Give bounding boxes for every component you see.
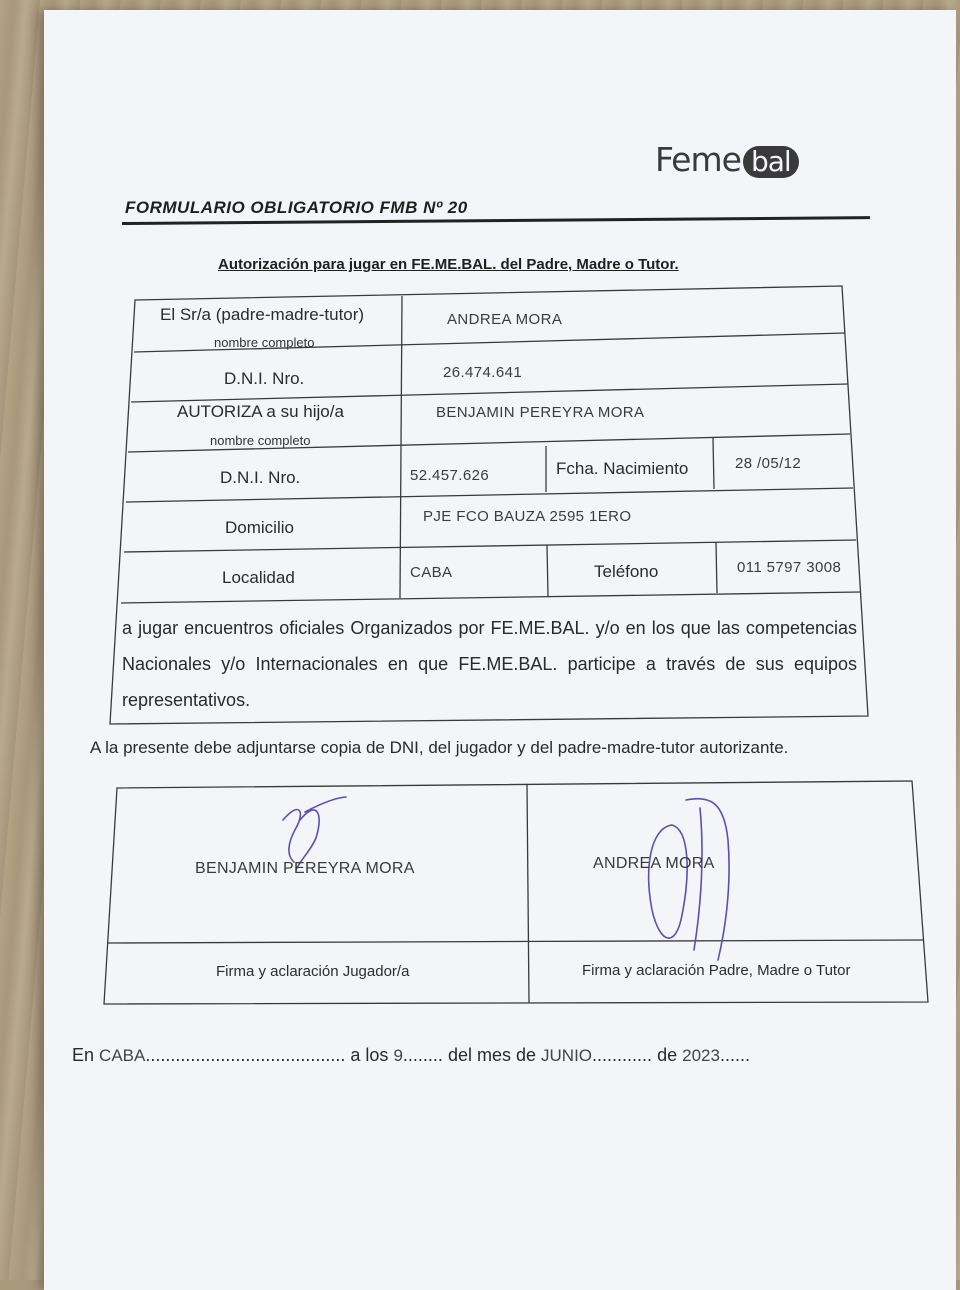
child-dni-value: 52.457.626 — [410, 467, 490, 484]
footer-del-mes: del mes de — [447, 1045, 537, 1065]
phone-divider-b — [716, 542, 717, 593]
form-subtitle: Autorización para jugar en FE.ME.BAL. del Padre, Madre o Tutor. — [218, 256, 679, 273]
logo-text: Feme — [655, 140, 741, 179]
footer-dots-2: ........ — [402, 1045, 443, 1065]
footer-year: 2023 — [682, 1046, 720, 1065]
child-name-value: BENJAMIN PEREYRA MORA — [436, 404, 645, 421]
phone-divider-a — [547, 545, 548, 596]
authorization-paragraph: a jugar encuentros oficiales Organizados por FE.ME.BAL. y/o en los que las competencias Nacionales y/o Internacionales en que FE.ME.BAL. participe a través de sus equipos representativos. — [122, 618, 857, 710]
row-line-6 — [121, 592, 860, 603]
footer-dots-1: ........................................ — [145, 1045, 346, 1065]
label-value-divider — [400, 296, 402, 598]
footer-a-los: a los — [350, 1045, 389, 1065]
birth-date-label: Fcha. Nacimiento — [556, 459, 689, 478]
form-title: FORMULARIO OBLIGATORIO FMB Nº 20 — [125, 198, 468, 217]
parent-name-sublabel: nombre completo — [214, 335, 315, 350]
phone-value: 011 5797 3008 — [737, 559, 842, 576]
parent-dni-value: 26.474.641 — [443, 364, 523, 381]
city-value: CABA — [410, 564, 453, 581]
child-name-sublabel: nombre completo — [210, 433, 311, 448]
attachment-note: A la presente debe adjuntarse copia de DNI, del jugador y del padre-madre-tutor autorizante. — [90, 738, 789, 757]
player-printed-name: BENJAMIN PEREYRA MORA — [195, 860, 415, 877]
parent-name-label: El Sr/a (padre-madre-tutor) — [160, 305, 365, 324]
city-label: Localidad — [222, 568, 295, 587]
parent-printed-name: ANDREA MORA — [593, 855, 715, 872]
player-signature-caption: Firma y aclaración Jugador/a — [216, 963, 410, 980]
footer-dots-3: ............ — [592, 1045, 653, 1065]
signature-caption-line — [107, 940, 924, 943]
parent-dni-label: D.N.I. Nro. — [224, 369, 305, 388]
signature-divider — [527, 785, 529, 1003]
place-date-line — [72, 1045, 750, 1066]
address-value: PJE FCO BAUZA 2595 1ERO — [423, 508, 632, 525]
row-line-4 — [126, 488, 853, 502]
footer-de: de — [657, 1045, 678, 1065]
child-name-label: AUTORIZA a su hijo/a — [177, 402, 344, 421]
phone-label: Teléfono — [594, 562, 659, 581]
row-line-5 — [124, 540, 856, 552]
footer-dots-4: ...... — [719, 1045, 750, 1065]
parent-name-value: ANDREA MORA — [447, 311, 563, 328]
birth-date-value: 28 /05/12 — [735, 455, 802, 472]
footer-en: En — [72, 1045, 95, 1065]
logo-badge: bal — [743, 146, 799, 178]
address-label: Domicilio — [225, 518, 294, 537]
parent-signature-caption: Firma y aclaración Padre, Madre o Tutor — [582, 962, 851, 979]
child-dni-label: D.N.I. Nro. — [220, 468, 301, 487]
footer-month: JUNIO — [541, 1046, 593, 1065]
footer-place: CABA — [99, 1046, 146, 1065]
parent-signature — [649, 799, 729, 960]
footer-day: 9 — [393, 1046, 403, 1065]
birth-divider-b — [713, 438, 714, 489]
